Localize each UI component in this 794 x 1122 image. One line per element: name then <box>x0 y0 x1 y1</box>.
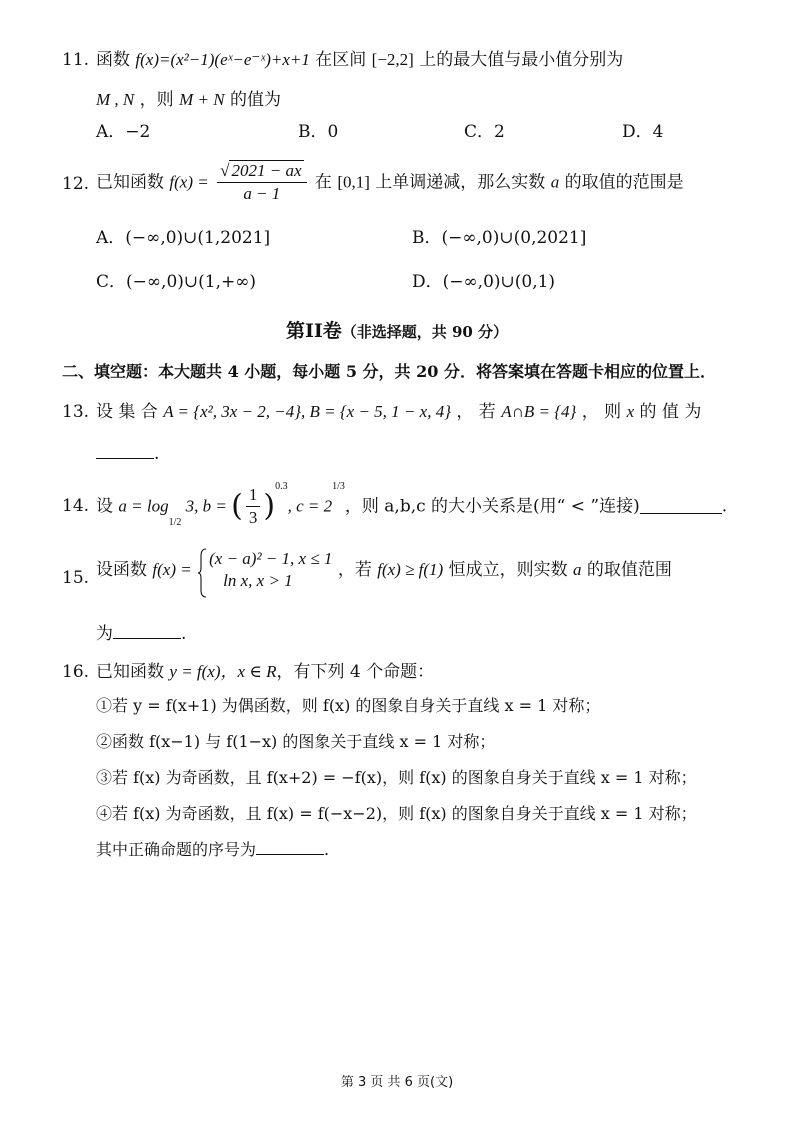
q13-answer-line: . <box>96 442 159 466</box>
q16-item-3: ③若 f(x) 为奇函数，且 f(x+2) = −f(x)，则 f(x) 的图象自身关于直线 x = 1 对称； <box>96 768 697 787</box>
q11-option-d: D．4 <box>622 122 664 142</box>
q12-option-a: A．(−∞,0)∪(1,2021] <box>96 228 271 248</box>
q15-piecewise: (x − a)² − 1, x ≤ 1 ln x, x > 1 <box>197 548 332 592</box>
brace-icon <box>197 548 207 598</box>
q16-item-4: ④若 f(x) 为奇函数，且 f(x) = f(−x−2)，则 f(x) 的图象自身关于直线 x = 1 对称； <box>96 804 697 823</box>
q12-number: 12. <box>62 174 90 194</box>
q11-number: 11. <box>62 50 90 70</box>
q13-stem: 设 集 合 A = {x², 3x − 2, −4}, B = {x − 5, 1 − x, 4} ， 若 A∩B = {4} ， 则 x 的 值 为 <box>96 402 702 422</box>
q16-item-1: ①若 y = f(x+1) 为偶函数，则 f(x) 的图象自身关于直线 x = 1 对称； <box>96 696 601 715</box>
q15-number: 15. <box>62 568 90 588</box>
q15-blank[interactable] <box>113 624 181 639</box>
q12-option-d: D．(−∞,0)∪(0,1) <box>412 272 556 292</box>
section-title: 第II卷（非选择题，共 90 分） <box>285 320 509 342</box>
q11-option-c: C．2 <box>464 122 505 142</box>
q14-number: 14. <box>62 496 90 516</box>
q16-number: 16. <box>62 662 90 682</box>
q12-stem: 已知函数 f(x) = $\frac{√ 2021 - ax}{a - 1}$ 在 [0,1] 上单调递减，那么实数 a 的取值的范围是 <box>96 161 684 203</box>
q12-fraction: $\frac{√ 2021 - ax}{a - 1}$ <box>217 160 306 205</box>
q13-blank[interactable] <box>96 444 154 459</box>
part2-heading: 二、填空题：本大题共 4 小题，每小题 5 分，共 20 分．将答案填在答题卡相应的位置上． <box>62 362 716 381</box>
q11-interval: [−2,2] <box>371 50 414 69</box>
q16-blank[interactable] <box>256 840 324 855</box>
q16-stem: 已知函数 y = f(x)，x ∈ R，有下列 4 个命题： <box>96 662 435 682</box>
q12-option-b: B．(−∞,0)∪(0,2021] <box>412 228 587 248</box>
q11-formula: f(x)=(x²−1)(eˣ−e⁻ˣ)+x+1 <box>135 50 310 69</box>
q15-answer-line: 为 . <box>96 624 187 644</box>
q14-stem: 设 $a = \log_{1/2} 3$, b = ( $\frac{1}{3}$ )$^{0.3}$, $c = 2^{1/3}$，则 a,b,c 的大小关系是(用“ < ”连接) . <box>96 481 728 528</box>
q15-stem: 设函数 f(x) = (x − a)² − 1, x ≤ 1 ln x, x > 1 ，若 f(x) ≥ f(1) 恒成立，则实数 a 的取值范围 <box>96 548 672 592</box>
q11-option-b: B．0 <box>298 122 339 142</box>
q13-number: 13. <box>62 402 90 422</box>
q11-stem-line2: M , N ，则 M + N 的值为 <box>96 90 281 110</box>
q11-stem: 函数 f(x)=(x²−1)(eˣ−e⁻ˣ)+x+1 在区间 [−2,2] 上的最大值与最小值分别为 <box>96 50 624 70</box>
q11-option-a: A．−2 <box>96 122 151 142</box>
q14-blank[interactable] <box>640 499 722 514</box>
q12-option-c: C．(−∞,0)∪(1,+∞) <box>96 272 257 292</box>
q16-last: 其中正确命题的序号为 . <box>96 840 330 859</box>
page-footer: 第 3 页 共 6 页(文) <box>340 1075 454 1090</box>
q16-item-2: ②函数 f(x−1) 与 f(1−x) 的图象关于直线 x = 1 对称； <box>96 732 496 751</box>
